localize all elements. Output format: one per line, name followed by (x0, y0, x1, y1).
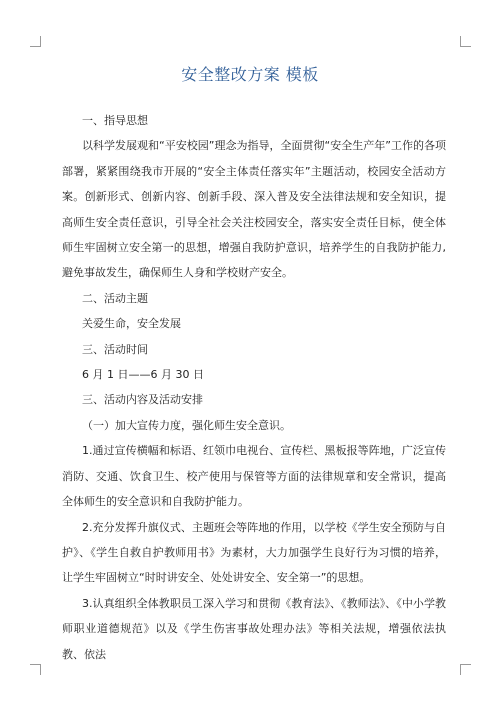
paragraph: 3.认真组织全体教职员工深入学习和贯彻《教育法》、《教师法》、《中小学教师职业道德规范》以及《学生伤害事故处理办法》等相关法规，增强依法执教、依法 (62, 596, 446, 661)
crop-mark-top-left (30, 36, 41, 47)
paragraph: 6 月 1 日——6 月 30 日 (82, 368, 204, 382)
section-heading: 三、活动内容及活动安排 (82, 393, 203, 407)
crop-mark-top-right (460, 36, 471, 47)
document-title: 安全整改方案 模板 (181, 65, 319, 84)
section-heading: 一、指导思想 (82, 114, 148, 127)
paragraph: 1.通过宣传横幅和标语、红领巾电视台、宣传栏、黑板报等阵地，广泛宣传消防、交通、饮食卫生、校产使用与保管等方面的法律规章和安全常识，提高全体师生的安全意识和自我防护能力。 (62, 444, 446, 509)
paragraph: 2.充分发挥升旗仪式、主题班会等阵地的作用，以学校《学生安全预防与自护》、《学生自救自护教师用书》为素材，大力加强学生良好行为习惯的培养，让学生牢固树立“时时讲安全、处处讲安全、安全第一”的思想。 (62, 520, 446, 585)
paragraph: 以科学发展观和“平安校园”理念为指导，全面贯彻“安全生产年”工作的各项部署，紧紧围绕我市开展的“安全主体责任落实年”主题活动，校园安全活动方案。创新形式、创新内容、创新手段、深入普及安全法律法规和安全知识，提高师生安全责任意识，引导全社会关注校园安全，落实安全责任目标，使全体师生牢固树立安全第一的思想，增强自我防护意识，培养学生的自我防护能力,避免事故发生，确保师生人身和学校财产安全。 (62, 139, 446, 280)
section-heading: 三、活动时间 (82, 342, 148, 356)
subsection-heading: （一）加大宣传力度，强化师生安全意识。 (82, 418, 291, 432)
document-body (62, 108, 446, 667)
crop-mark-bottom-left (30, 664, 41, 675)
section-heading: 二、活动主题 (82, 291, 148, 305)
crop-mark-bottom-right (460, 664, 471, 675)
paragraph: 关爱生命，安全发展 (82, 317, 181, 331)
